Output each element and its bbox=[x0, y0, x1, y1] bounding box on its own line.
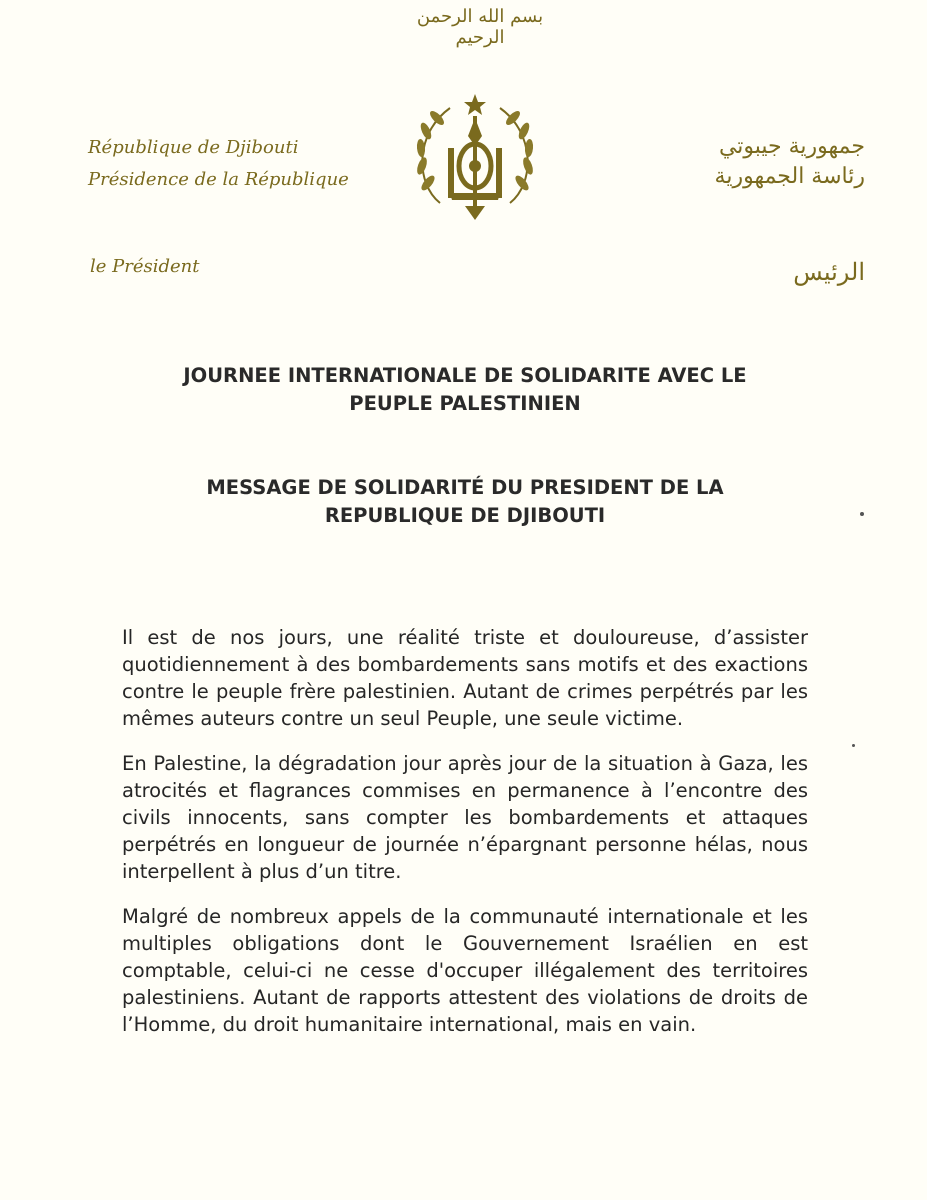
letterhead-presidence-ar: رئاسة الجمهورية bbox=[714, 164, 865, 189]
president-label-fr: le Président bbox=[90, 256, 200, 277]
event-title bbox=[100, 362, 830, 418]
event-title-line2: PEUPLE PALESTINIEN bbox=[349, 392, 581, 415]
message-title-line1: MESSAGE DE SOLIDARITÉ DU PRESIDENT DE LA bbox=[206, 476, 724, 499]
message-title-line2: REPUBLIQUE DE DJIBOUTI bbox=[324, 504, 606, 527]
paragraph: Il est de nos jours, une réalité triste et douloureuse, d’assister quotidiennement à des bombardements sans motifs et des exactions contre le peuple frère palestinien. Autant de crimes perpétrés par les mêmes auteurs contre un seul Peuple, une seule victime. bbox=[122, 626, 808, 730]
message-title bbox=[100, 474, 830, 530]
djibouti-emblem-icon bbox=[410, 88, 540, 223]
letterhead-presidence: Présidence de la République bbox=[88, 169, 349, 190]
basmala-text: بسم الله الرحمن الرحيم bbox=[416, 6, 544, 48]
scan-speck bbox=[860, 512, 864, 516]
paragraph: En Palestine, la dégradation jour après jour de la situation à Gaza, les atrocités et flagrances commises en permanence à l’encontre des civils innocents, sans compter les bombardements et attaques perpétrés en longueur de journée n’épargnant personne hélas, nous interpellent à plus d’un titre. bbox=[122, 752, 808, 883]
message-body bbox=[122, 624, 808, 1056]
letterhead-left bbox=[88, 132, 349, 196]
letterhead-right bbox=[715, 132, 865, 192]
letterhead-republic: République de Djibouti bbox=[88, 137, 299, 158]
letterhead-republic-ar: جمهورية جيبوتي bbox=[718, 134, 865, 159]
president-label-ar: الرئيس bbox=[793, 258, 865, 286]
event-title-line1: JOURNEE INTERNATIONALE DE SOLIDARITE AVEC LE bbox=[183, 364, 747, 387]
scan-speck bbox=[852, 744, 855, 747]
paragraph: Malgré de nombreux appels de la communauté internationale et les multiples obligations dont le Gouvernement Israélien en est comptable, celui-ci ne cesse d'occuper illégalement des territoires palestiniens. Autant de rapports attestent des violations de droits de l’Homme, du droit humanitaire international, mais en vain. bbox=[122, 905, 808, 1036]
